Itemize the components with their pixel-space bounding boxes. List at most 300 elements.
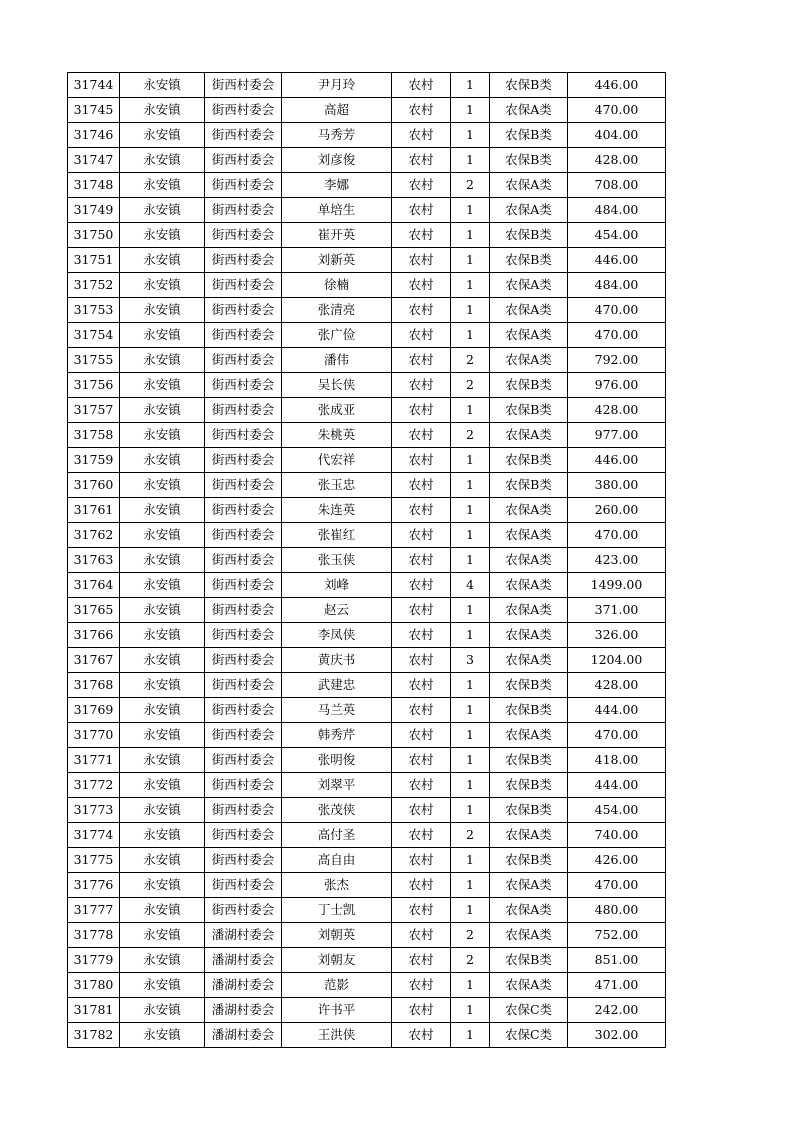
table-row — [68, 548, 666, 573]
serial-number-cell: 31772 — [68, 773, 120, 798]
amount-cell: 260.00 — [568, 498, 666, 523]
village-committee-cell: 街西村委会 — [205, 898, 282, 923]
village-committee-cell: 街西村委会 — [205, 173, 282, 198]
serial-number-cell: 31762 — [68, 523, 120, 548]
township-cell: 永安镇 — [120, 573, 205, 598]
insurance-category-cell: 农保A类 — [490, 923, 568, 948]
township-cell: 永安镇 — [120, 473, 205, 498]
table-row — [68, 598, 666, 623]
township-cell: 永安镇 — [120, 348, 205, 373]
insurance-category-cell: 农保A类 — [490, 523, 568, 548]
insurance-category-cell: 农保A类 — [490, 98, 568, 123]
serial-number-cell: 31747 — [68, 148, 120, 173]
amount-cell: 484.00 — [568, 273, 666, 298]
area-type-cell: 农村 — [392, 823, 451, 848]
serial-number-cell: 31780 — [68, 973, 120, 998]
township-cell: 永安镇 — [120, 823, 205, 848]
township-cell: 永安镇 — [120, 498, 205, 523]
amount-cell: 470.00 — [568, 523, 666, 548]
village-committee-cell: 街西村委会 — [205, 423, 282, 448]
township-cell: 永安镇 — [120, 548, 205, 573]
insurance-category-cell: 农保A类 — [490, 623, 568, 648]
household-size-cell: 1 — [451, 523, 490, 548]
village-committee-cell: 潘湖村委会 — [205, 923, 282, 948]
table-row — [68, 923, 666, 948]
amount-cell: 454.00 — [568, 798, 666, 823]
area-type-cell: 农村 — [392, 348, 451, 373]
area-type-cell: 农村 — [392, 73, 451, 98]
village-committee-cell: 街西村委会 — [205, 273, 282, 298]
township-cell: 永安镇 — [120, 448, 205, 473]
serial-number-cell: 31756 — [68, 373, 120, 398]
serial-number-cell: 31773 — [68, 798, 120, 823]
household-size-cell: 1 — [451, 1023, 490, 1048]
area-type-cell: 农村 — [392, 798, 451, 823]
village-committee-cell: 街西村委会 — [205, 648, 282, 673]
village-committee-cell: 街西村委会 — [205, 523, 282, 548]
insurance-category-cell: 农保B类 — [490, 373, 568, 398]
serial-number-cell: 31763 — [68, 548, 120, 573]
area-type-cell: 农村 — [392, 373, 451, 398]
village-committee-cell: 街西村委会 — [205, 473, 282, 498]
township-cell: 永安镇 — [120, 898, 205, 923]
insurance-category-cell: 农保A类 — [490, 723, 568, 748]
village-committee-cell: 街西村委会 — [205, 148, 282, 173]
township-cell: 永安镇 — [120, 123, 205, 148]
village-committee-cell: 街西村委会 — [205, 823, 282, 848]
name-cell: 张明俊 — [282, 748, 392, 773]
table-body — [68, 73, 666, 1048]
amount-cell: 380.00 — [568, 473, 666, 498]
amount-cell: 740.00 — [568, 823, 666, 848]
table-row — [68, 298, 666, 323]
insurance-category-cell: 农保B类 — [490, 223, 568, 248]
township-cell: 永安镇 — [120, 873, 205, 898]
insurance-category-cell: 农保B类 — [490, 748, 568, 773]
household-size-cell: 1 — [451, 773, 490, 798]
village-committee-cell: 潘湖村委会 — [205, 1023, 282, 1048]
area-type-cell: 农村 — [392, 573, 451, 598]
name-cell: 张清亮 — [282, 298, 392, 323]
insurance-category-cell: 农保A类 — [490, 198, 568, 223]
name-cell: 高自由 — [282, 848, 392, 873]
household-size-cell: 1 — [451, 298, 490, 323]
amount-cell: 752.00 — [568, 923, 666, 948]
table-row — [68, 848, 666, 873]
table-row — [68, 223, 666, 248]
township-cell: 永安镇 — [120, 998, 205, 1023]
name-cell: 刘朝友 — [282, 948, 392, 973]
household-size-cell: 1 — [451, 498, 490, 523]
area-type-cell: 农村 — [392, 323, 451, 348]
insurance-category-cell: 农保A类 — [490, 173, 568, 198]
household-size-cell: 1 — [451, 273, 490, 298]
insurance-category-cell: 农保B类 — [490, 798, 568, 823]
area-type-cell: 农村 — [392, 648, 451, 673]
insurance-category-cell: 农保B类 — [490, 673, 568, 698]
table-row — [68, 648, 666, 673]
name-cell: 刘彦俊 — [282, 148, 392, 173]
village-committee-cell: 潘湖村委会 — [205, 948, 282, 973]
serial-number-cell: 31764 — [68, 573, 120, 598]
household-size-cell: 1 — [451, 223, 490, 248]
name-cell: 武建忠 — [282, 673, 392, 698]
insurance-category-cell: 农保B类 — [490, 398, 568, 423]
township-cell: 永安镇 — [120, 148, 205, 173]
table-row — [68, 798, 666, 823]
township-cell: 永安镇 — [120, 673, 205, 698]
village-committee-cell: 街西村委会 — [205, 298, 282, 323]
insurance-category-cell: 农保A类 — [490, 573, 568, 598]
table-row — [68, 573, 666, 598]
township-cell: 永安镇 — [120, 948, 205, 973]
household-size-cell: 1 — [451, 998, 490, 1023]
amount-cell: 454.00 — [568, 223, 666, 248]
table-row — [68, 373, 666, 398]
household-size-cell: 2 — [451, 373, 490, 398]
village-committee-cell: 街西村委会 — [205, 848, 282, 873]
name-cell: 李娜 — [282, 173, 392, 198]
township-cell: 永安镇 — [120, 273, 205, 298]
table-row — [68, 148, 666, 173]
serial-number-cell: 31745 — [68, 98, 120, 123]
name-cell: 张茂侠 — [282, 798, 392, 823]
township-cell: 永安镇 — [120, 223, 205, 248]
name-cell: 张玉忠 — [282, 473, 392, 498]
household-size-cell: 1 — [451, 473, 490, 498]
table-row — [68, 773, 666, 798]
serial-number-cell: 31755 — [68, 348, 120, 373]
township-cell: 永安镇 — [120, 398, 205, 423]
village-committee-cell: 街西村委会 — [205, 698, 282, 723]
serial-number-cell: 31770 — [68, 723, 120, 748]
data-table — [67, 72, 666, 1048]
area-type-cell: 农村 — [392, 248, 451, 273]
village-committee-cell: 潘湖村委会 — [205, 998, 282, 1023]
area-type-cell: 农村 — [392, 448, 451, 473]
township-cell: 永安镇 — [120, 323, 205, 348]
insurance-category-cell: 农保C类 — [490, 1023, 568, 1048]
insurance-category-cell: 农保A类 — [490, 298, 568, 323]
village-committee-cell: 街西村委会 — [205, 448, 282, 473]
table-row — [68, 723, 666, 748]
insurance-category-cell: 农保A类 — [490, 273, 568, 298]
township-cell: 永安镇 — [120, 298, 205, 323]
township-cell: 永安镇 — [120, 523, 205, 548]
name-cell: 王洪侠 — [282, 1023, 392, 1048]
serial-number-cell: 31766 — [68, 623, 120, 648]
name-cell: 马兰英 — [282, 698, 392, 723]
township-cell: 永安镇 — [120, 73, 205, 98]
name-cell: 范影 — [282, 973, 392, 998]
name-cell: 张崔红 — [282, 523, 392, 548]
household-size-cell: 1 — [451, 248, 490, 273]
table-row — [68, 698, 666, 723]
township-cell: 永安镇 — [120, 648, 205, 673]
table-row — [68, 898, 666, 923]
village-committee-cell: 街西村委会 — [205, 623, 282, 648]
insurance-category-cell: 农保A类 — [490, 548, 568, 573]
name-cell: 马秀芳 — [282, 123, 392, 148]
insurance-category-cell: 农保B类 — [490, 773, 568, 798]
amount-cell: 484.00 — [568, 198, 666, 223]
name-cell: 朱连英 — [282, 498, 392, 523]
area-type-cell: 农村 — [392, 473, 451, 498]
area-type-cell: 农村 — [392, 398, 451, 423]
amount-cell: 446.00 — [568, 73, 666, 98]
amount-cell: 470.00 — [568, 98, 666, 123]
amount-cell: 470.00 — [568, 723, 666, 748]
serial-number-cell: 31748 — [68, 173, 120, 198]
village-committee-cell: 街西村委会 — [205, 748, 282, 773]
township-cell: 永安镇 — [120, 848, 205, 873]
serial-number-cell: 31758 — [68, 423, 120, 448]
household-size-cell: 1 — [451, 848, 490, 873]
village-committee-cell: 街西村委会 — [205, 223, 282, 248]
insurance-category-cell: 农保A类 — [490, 423, 568, 448]
area-type-cell: 农村 — [392, 723, 451, 748]
table-row — [68, 998, 666, 1023]
name-cell: 徐楠 — [282, 273, 392, 298]
household-size-cell: 2 — [451, 923, 490, 948]
name-cell: 吴长侠 — [282, 373, 392, 398]
household-size-cell: 1 — [451, 73, 490, 98]
amount-cell: 470.00 — [568, 323, 666, 348]
name-cell: 朱桃英 — [282, 423, 392, 448]
household-size-cell: 1 — [451, 448, 490, 473]
serial-number-cell: 31767 — [68, 648, 120, 673]
area-type-cell: 农村 — [392, 873, 451, 898]
village-committee-cell: 街西村委会 — [205, 773, 282, 798]
serial-number-cell: 31769 — [68, 698, 120, 723]
table-row — [68, 73, 666, 98]
area-type-cell: 农村 — [392, 1023, 451, 1048]
insurance-category-cell: 农保B类 — [490, 448, 568, 473]
household-size-cell: 1 — [451, 598, 490, 623]
insurance-category-cell: 农保A类 — [490, 973, 568, 998]
household-size-cell: 1 — [451, 123, 490, 148]
household-size-cell: 4 — [451, 573, 490, 598]
area-type-cell: 农村 — [392, 998, 451, 1023]
table-row — [68, 1023, 666, 1048]
insurance-category-cell: 农保B类 — [490, 123, 568, 148]
village-committee-cell: 街西村委会 — [205, 198, 282, 223]
household-size-cell: 2 — [451, 823, 490, 848]
township-cell: 永安镇 — [120, 923, 205, 948]
amount-cell: 446.00 — [568, 248, 666, 273]
serial-number-cell: 31750 — [68, 223, 120, 248]
insurance-category-cell: 农保A类 — [490, 348, 568, 373]
amount-cell: 444.00 — [568, 773, 666, 798]
serial-number-cell: 31776 — [68, 873, 120, 898]
table-row — [68, 448, 666, 473]
table-row — [68, 198, 666, 223]
area-type-cell: 农村 — [392, 623, 451, 648]
area-type-cell: 农村 — [392, 423, 451, 448]
village-committee-cell: 街西村委会 — [205, 98, 282, 123]
insurance-category-cell: 农保B类 — [490, 848, 568, 873]
table-row — [68, 248, 666, 273]
area-type-cell: 农村 — [392, 923, 451, 948]
amount-cell: 470.00 — [568, 873, 666, 898]
village-committee-cell: 街西村委会 — [205, 573, 282, 598]
township-cell: 永安镇 — [120, 248, 205, 273]
area-type-cell: 农村 — [392, 523, 451, 548]
township-cell: 永安镇 — [120, 698, 205, 723]
household-size-cell: 1 — [451, 623, 490, 648]
village-committee-cell: 街西村委会 — [205, 673, 282, 698]
table-row — [68, 348, 666, 373]
household-size-cell: 1 — [451, 398, 490, 423]
serial-number-cell: 31749 — [68, 198, 120, 223]
household-size-cell: 1 — [451, 973, 490, 998]
insurance-category-cell: 农保B类 — [490, 698, 568, 723]
village-committee-cell: 街西村委会 — [205, 498, 282, 523]
amount-cell: 851.00 — [568, 948, 666, 973]
household-size-cell: 1 — [451, 323, 490, 348]
table-row — [68, 948, 666, 973]
area-type-cell: 农村 — [392, 698, 451, 723]
serial-number-cell: 31778 — [68, 923, 120, 948]
insurance-category-cell: 农保A类 — [490, 823, 568, 848]
village-committee-cell: 街西村委会 — [205, 323, 282, 348]
amount-cell: 446.00 — [568, 448, 666, 473]
area-type-cell: 农村 — [392, 148, 451, 173]
name-cell: 崔开英 — [282, 223, 392, 248]
insurance-category-cell: 农保A类 — [490, 898, 568, 923]
village-committee-cell: 街西村委会 — [205, 248, 282, 273]
amount-cell: 371.00 — [568, 598, 666, 623]
amount-cell: 428.00 — [568, 398, 666, 423]
household-size-cell: 2 — [451, 173, 490, 198]
table-row — [68, 973, 666, 998]
serial-number-cell: 31782 — [68, 1023, 120, 1048]
insurance-category-cell: 农保A类 — [490, 598, 568, 623]
village-committee-cell: 街西村委会 — [205, 348, 282, 373]
village-committee-cell: 街西村委会 — [205, 548, 282, 573]
household-size-cell: 1 — [451, 748, 490, 773]
amount-cell: 418.00 — [568, 748, 666, 773]
village-committee-cell: 街西村委会 — [205, 598, 282, 623]
insurance-category-cell: 农保A类 — [490, 873, 568, 898]
insurance-category-cell: 农保C类 — [490, 998, 568, 1023]
township-cell: 永安镇 — [120, 623, 205, 648]
area-type-cell: 农村 — [392, 598, 451, 623]
household-size-cell: 1 — [451, 898, 490, 923]
name-cell: 刘朝英 — [282, 923, 392, 948]
amount-cell: 1499.00 — [568, 573, 666, 598]
serial-number-cell: 31774 — [68, 823, 120, 848]
table-row — [68, 323, 666, 348]
amount-cell: 480.00 — [568, 898, 666, 923]
insurance-category-cell: 农保B类 — [490, 248, 568, 273]
name-cell: 张玉侠 — [282, 548, 392, 573]
household-size-cell: 1 — [451, 873, 490, 898]
household-size-cell: 2 — [451, 948, 490, 973]
name-cell: 高超 — [282, 98, 392, 123]
household-size-cell: 1 — [451, 723, 490, 748]
serial-number-cell: 31775 — [68, 848, 120, 873]
area-type-cell: 农村 — [392, 898, 451, 923]
serial-number-cell: 31768 — [68, 673, 120, 698]
table-row — [68, 823, 666, 848]
table-row — [68, 673, 666, 698]
township-cell: 永安镇 — [120, 98, 205, 123]
area-type-cell: 农村 — [392, 973, 451, 998]
table-row — [68, 98, 666, 123]
name-cell: 丁士凯 — [282, 898, 392, 923]
insurance-category-cell: 农保B类 — [490, 473, 568, 498]
table-row — [68, 123, 666, 148]
name-cell: 高付圣 — [282, 823, 392, 848]
name-cell: 潘伟 — [282, 348, 392, 373]
amount-cell: 1204.00 — [568, 648, 666, 673]
amount-cell: 708.00 — [568, 173, 666, 198]
insurance-category-cell: 农保A类 — [490, 323, 568, 348]
insurance-category-cell: 农保B类 — [490, 948, 568, 973]
table-row — [68, 273, 666, 298]
name-cell: 刘翠平 — [282, 773, 392, 798]
serial-number-cell: 31781 — [68, 998, 120, 1023]
serial-number-cell: 31746 — [68, 123, 120, 148]
name-cell: 许书平 — [282, 998, 392, 1023]
area-type-cell: 农村 — [392, 548, 451, 573]
area-type-cell: 农村 — [392, 498, 451, 523]
name-cell: 尹月玲 — [282, 73, 392, 98]
serial-number-cell: 31761 — [68, 498, 120, 523]
serial-number-cell: 31759 — [68, 448, 120, 473]
name-cell: 张杰 — [282, 873, 392, 898]
township-cell: 永安镇 — [120, 973, 205, 998]
insurance-category-cell: 农保B类 — [490, 148, 568, 173]
serial-number-cell: 31752 — [68, 273, 120, 298]
area-type-cell: 农村 — [392, 673, 451, 698]
serial-number-cell: 31771 — [68, 748, 120, 773]
serial-number-cell: 31779 — [68, 948, 120, 973]
name-cell: 黄庆书 — [282, 648, 392, 673]
household-size-cell: 1 — [451, 98, 490, 123]
household-size-cell: 1 — [451, 198, 490, 223]
area-type-cell: 农村 — [392, 748, 451, 773]
household-size-cell: 1 — [451, 798, 490, 823]
village-committee-cell: 街西村委会 — [205, 873, 282, 898]
area-type-cell: 农村 — [392, 273, 451, 298]
amount-cell: 977.00 — [568, 423, 666, 448]
township-cell: 永安镇 — [120, 798, 205, 823]
township-cell: 永安镇 — [120, 423, 205, 448]
table-row — [68, 398, 666, 423]
amount-cell: 470.00 — [568, 298, 666, 323]
area-type-cell: 农村 — [392, 298, 451, 323]
name-cell: 单培生 — [282, 198, 392, 223]
name-cell: 代宏祥 — [282, 448, 392, 473]
amount-cell: 302.00 — [568, 1023, 666, 1048]
table-row — [68, 523, 666, 548]
serial-number-cell: 31765 — [68, 598, 120, 623]
name-cell: 刘峰 — [282, 573, 392, 598]
serial-number-cell: 31744 — [68, 73, 120, 98]
area-type-cell: 农村 — [392, 948, 451, 973]
village-committee-cell: 潘湖村委会 — [205, 973, 282, 998]
township-cell: 永安镇 — [120, 1023, 205, 1048]
amount-cell: 428.00 — [568, 673, 666, 698]
village-committee-cell: 街西村委会 — [205, 73, 282, 98]
village-committee-cell: 街西村委会 — [205, 373, 282, 398]
amount-cell: 792.00 — [568, 348, 666, 373]
serial-number-cell: 31757 — [68, 398, 120, 423]
table-row — [68, 623, 666, 648]
insurance-category-cell: 农保B类 — [490, 73, 568, 98]
